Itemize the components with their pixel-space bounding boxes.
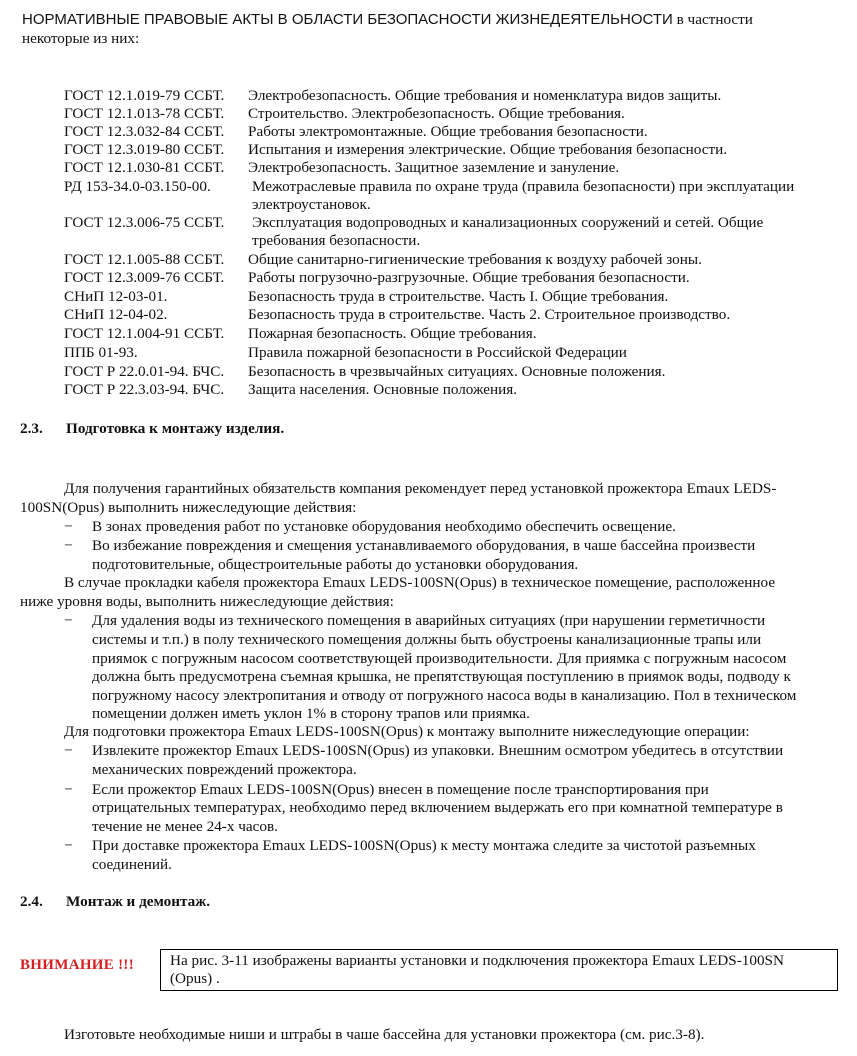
- standard-desc-cont: требования безопасности.: [252, 232, 421, 249]
- standard-code: ГОСТ 12.1.030-81 ССБТ.: [64, 159, 225, 176]
- bullet-text: должна быть предусмотрена съемная крышка, не препятствующая поступлению в приямок воды, подводу к: [92, 668, 791, 685]
- section-2-3-title: Подготовка к монтажу изделия.: [66, 420, 285, 437]
- warning-text: На рис. 3-11 изображены варианты установки и подключения прожектора Emaux LEDS-100SN: [170, 952, 784, 969]
- standard-code: РД 153-34.0-03.150-00.: [64, 178, 211, 195]
- standard-code: ГОСТ 12.1.004-91 ССБТ.: [64, 325, 225, 342]
- standard-desc: Правила пожарной безопасности в Российской Федерации: [248, 344, 627, 361]
- standard-code: ГОСТ 12.1.019-79 ССБТ.: [64, 87, 225, 104]
- header-line2: некоторые из них:: [22, 30, 140, 47]
- bullet-text: Во избежание повреждения и смещения устанавливаемого оборудования, в чаше бассейна произвести: [92, 537, 756, 554]
- bullet-text: помещении должен иметь уклон 1% в сторону трапов или приямка.: [92, 705, 530, 722]
- standard-code: ГОСТ 12.3.006-75 ССБТ.: [64, 214, 225, 231]
- standard-desc: Межотраслевые правила по охране труда (правила безопасности) при эксплуатации: [252, 178, 795, 195]
- standard-desc: Безопасность в чрезвычайных ситуациях. Основные положения.: [248, 363, 666, 380]
- standard-desc: Испытания и измерения электрические. Общие требования безопасности.: [248, 141, 728, 158]
- paragraph-line: Для подготовки прожектора Emaux LEDS-100SN(Opus) к монтажу выполните нижеследующие операции:: [64, 723, 750, 740]
- standard-desc: Безопасность труда в строительстве. Часть 2. Строительное производство.: [248, 306, 731, 323]
- bullet-text: Извлеките прожектор Emaux LEDS-100SN(Opus) из упаковки. Внешним осмотром убедитесь в отсутствии: [92, 742, 784, 759]
- section-2-4-number: 2.4.: [20, 893, 43, 910]
- bullet-dash: −: [64, 837, 73, 854]
- section-2-4-title: Монтаж и демонтаж.: [66, 893, 211, 910]
- paragraph-line: ниже уровня воды, выполнить нижеследующие действия:: [20, 593, 394, 610]
- standard-code: СНиП 12-04-02.: [64, 306, 168, 323]
- bullet-text: соединений.: [92, 856, 172, 873]
- standard-code: ГОСТ Р 22.0.01-94. БЧС.: [64, 363, 225, 380]
- bullet-text: системы и т.п.) в полу технического помещения должны быть обустроены канализационные трапы или: [92, 631, 762, 648]
- standard-code: ГОСТ 12.3.019-80 ССБТ.: [64, 141, 225, 158]
- bullet-text: подготовительные, общестроительные работы до установки оборудования.: [92, 556, 579, 573]
- standard-code: ГОСТ 12.3.009-76 ССБТ.: [64, 269, 225, 286]
- standard-desc: Защита населения. Основные положения.: [248, 381, 518, 398]
- bullet-text: В зонах проведения работ по установке оборудования необходимо обеспечить освещение.: [92, 518, 676, 535]
- bullet-text: При доставке прожектора Emaux LEDS-100SN(Opus) к месту монтажа следите за чистотой разъемных: [92, 837, 756, 854]
- standard-desc: Электробезопасность. Защитное заземление и зануление.: [248, 159, 620, 176]
- bullet-dash: −: [64, 537, 73, 554]
- standard-desc: Общие санитарно-гигиенические требования к воздуху рабочей зоны.: [248, 251, 702, 268]
- standard-code: ГОСТ 12.1.013-78 ССБТ.: [64, 105, 225, 122]
- bullet-dash: −: [64, 612, 73, 629]
- bullet-text: погружному насосу электропитания и отводу от погружного насоса воды в канализацию. Пол в техническом: [92, 687, 797, 704]
- warning-label: ВНИМАНИЕ !!!: [20, 957, 135, 973]
- standard-code: СНиП 12-03-01.: [64, 288, 168, 305]
- paragraph-line: В случае прокладки кабеля прожектора Emaux LEDS-100SN(Opus) в техническое помещение, расположенное: [64, 574, 776, 591]
- bullet-text: течение не менее 24-х часов.: [92, 818, 278, 835]
- standard-desc-cont: электроустановок.: [252, 196, 371, 213]
- standard-code: ГОСТ Р 22.3.03-94. БЧС.: [64, 381, 225, 398]
- bullet-text: отрицательных температурах, необходимо перед включением выдержать его при комнатной температуре в: [92, 799, 783, 816]
- footer-paragraph: Изготовьте необходимые ниши и штрабы в чаше бассейна для установки прожектора (см. рис.3-8).: [64, 1026, 705, 1043]
- bullet-dash: −: [64, 781, 73, 798]
- header-caps: НОРМАТИВНЫЕ ПРАВОВЫЕ АКТЫ В ОБЛАСТИ БЕЗОПАСНОСТИ ЖИЗНЕДЕЯТЕЛЬНОСТИ: [22, 11, 673, 28]
- bullet-text: механических повреждений прожектора.: [92, 761, 357, 778]
- warning-text-cont: (Opus) .: [170, 970, 220, 987]
- standard-code: ППБ 01-93.: [64, 344, 138, 361]
- bullet-text: Если прожектор Emaux LEDS-100SN(Opus) внесен в помещение после транспортирования при: [92, 781, 709, 798]
- bullet-text: приямок с погружным насосом соответствующей производительности. Для приямка с погружным насосом: [92, 650, 787, 667]
- standard-desc: Электробезопасность. Общие требования и номенклатура видов защиты.: [248, 87, 722, 104]
- standard-desc: Работы электромонтажные. Общие требования безопасности.: [248, 123, 648, 140]
- standard-desc: Строительство. Электробезопасность. Общие требования.: [248, 105, 625, 122]
- standard-desc: Работы погрузочно-разгрузочные. Общие требования безопасности.: [248, 269, 690, 286]
- header-tail: в частности: [672, 11, 753, 28]
- standard-code: ГОСТ 12.3.032-84 ССБТ.: [64, 123, 225, 140]
- paragraph-line: Для получения гарантийных обязательств компания рекомендует перед установкой прожектора Emaux LEDS-: [64, 480, 777, 497]
- section-2-3-number: 2.3.: [20, 420, 43, 437]
- bullet-text: Для удаления воды из технического помещения в аварийных ситуациях (при нарушении герметичности: [92, 612, 766, 629]
- section-header: [22, 10, 753, 48]
- standard-desc: Эксплуатация водопроводных и канализационных сооружений и сетей. Общие: [252, 214, 764, 231]
- standard-desc: Безопасность труда в строительстве. Часть I. Общие требования.: [248, 288, 669, 305]
- warning-box: [160, 949, 838, 991]
- bullet-dash: −: [64, 742, 73, 759]
- standard-code: ГОСТ 12.1.005-88 ССБТ.: [64, 251, 225, 268]
- bullet-dash: −: [64, 518, 73, 535]
- paragraph-line: 100SN(Opus) выполнить нижеследующие действия:: [20, 499, 357, 516]
- standard-desc: Пожарная безопасность. Общие требования.: [248, 325, 537, 342]
